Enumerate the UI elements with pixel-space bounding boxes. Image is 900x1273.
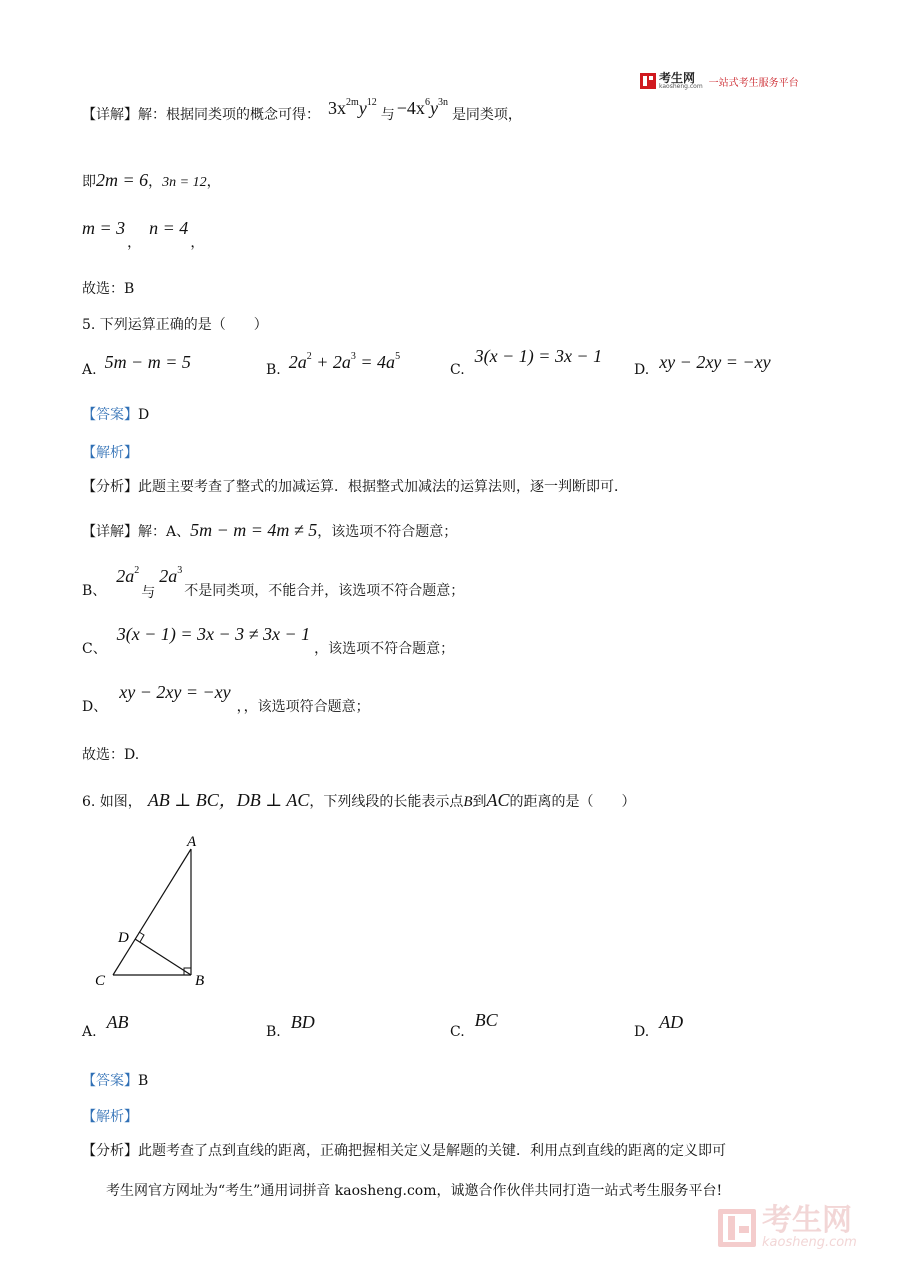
watermark-logo-icon: [718, 1209, 756, 1247]
q4-choice: 故选：B: [82, 281, 135, 297]
header-logo: [640, 72, 799, 90]
q6-analysis: 【分析】此题考查了点到直线的距离，正确把握相关定义是解题的关键．利用点到直线的距离的定义即可: [82, 1143, 726, 1159]
eq-m: m = 3: [82, 218, 126, 238]
q6-option-a: A. AB: [82, 1012, 129, 1040]
q4-detail-line: [82, 96, 522, 124]
footer-text: 考生网官方网址为“考生”通用词拼音 kaosheng.com，诚邀合作伙伴共同打造一站式考生服务平台!: [106, 1183, 723, 1199]
eq-3n: 3n = 12: [162, 175, 207, 190]
logo-icon: [640, 73, 656, 89]
header-slogan: 一站式考生服务平台: [708, 77, 799, 89]
q5-choice: 故选：D.: [82, 747, 140, 763]
detail-tag: 【详解】: [82, 107, 138, 123]
q5-stem: 5. 下列运算正确的是（ ）: [82, 317, 268, 333]
label-b: B: [195, 973, 205, 989]
label-c: C: [95, 973, 106, 989]
q5-option-d: D. xy − 2xy = −xy: [634, 352, 771, 378]
q4-line3: m = 3 ， n = 4 ，: [82, 218, 205, 251]
q6-analysis-tag: 【解析】: [82, 1109, 138, 1125]
watermark-brand: 考生网: [762, 1203, 852, 1238]
conclusion-text: 是同类项，: [451, 107, 522, 123]
segment-db: [135, 939, 191, 975]
detail-intro: 解：根据同类项的概念可得：: [138, 107, 320, 123]
eq-2m: 2m = 6: [96, 170, 149, 190]
logo-brand: 考生网: [659, 71, 696, 85]
watermark: [718, 1203, 857, 1250]
q5-answer: 【答案】D: [82, 407, 150, 423]
logo-domain: kaosheng.com: [659, 83, 703, 90]
label-a: A: [187, 834, 197, 850]
q5-detail-b: B、 $2a^2$ 与 $2a^3$ 不是同类项，不能合并，该选项不符合题意；: [82, 565, 465, 601]
q6-option-c: C. BC: [450, 1010, 498, 1040]
q6-stem: 6. 如图， AB ⊥ BC，DB ⊥ AC ，下列线段的长能表示点 B 到 AC 的距离的是（ ）: [82, 790, 636, 810]
label-d: D: [118, 930, 129, 946]
q5-detail-a: 【详解】 解：A、 5m − m = 4m ≠ 5 ，该选项不符合题意；: [82, 520, 458, 540]
connector-text: 与: [380, 107, 395, 123]
q5-option-b: B. $2a^2 + 2a^3 = 4a^5$: [266, 351, 401, 378]
triangle-figure: [90, 828, 220, 998]
watermark-domain: kaosheng.com: [762, 1235, 857, 1250]
q6-answer: 【答案】B: [82, 1073, 149, 1089]
q5-analysis: 【分析】此题主要考查了整式的加减运算．根据整式加减法的运算法则，逐一判断即可．: [82, 479, 628, 495]
q5-analysis-tag: 【解析】: [82, 445, 138, 461]
q6-option-d: D. AD: [634, 1012, 684, 1040]
q6-option-b: B. BD: [266, 1012, 315, 1040]
q5-option-a: A. 5m − m = 5: [82, 352, 191, 378]
q4-line2: 即 2m = 6 ， 3n = 12 ，: [82, 170, 221, 190]
segment-ac: [113, 849, 191, 975]
term1-expr: $3x^{2m}y^{12}$: [328, 96, 377, 118]
eq-n: n = 4: [149, 218, 189, 238]
q5-option-c: C. 3(x − 1) = 3x − 1: [450, 346, 603, 378]
right-angle-d: [139, 932, 144, 942]
term2-expr: $-4x^6y^{3n}$: [396, 96, 448, 118]
q5-detail-d: D、 xy − 2xy = −xy ，，该选项符合题意；: [82, 682, 370, 715]
q5-detail-c: C、 3(x − 1) = 3x − 3 ≠ 3x − 1 ，该选项不符合题意；: [82, 624, 455, 657]
